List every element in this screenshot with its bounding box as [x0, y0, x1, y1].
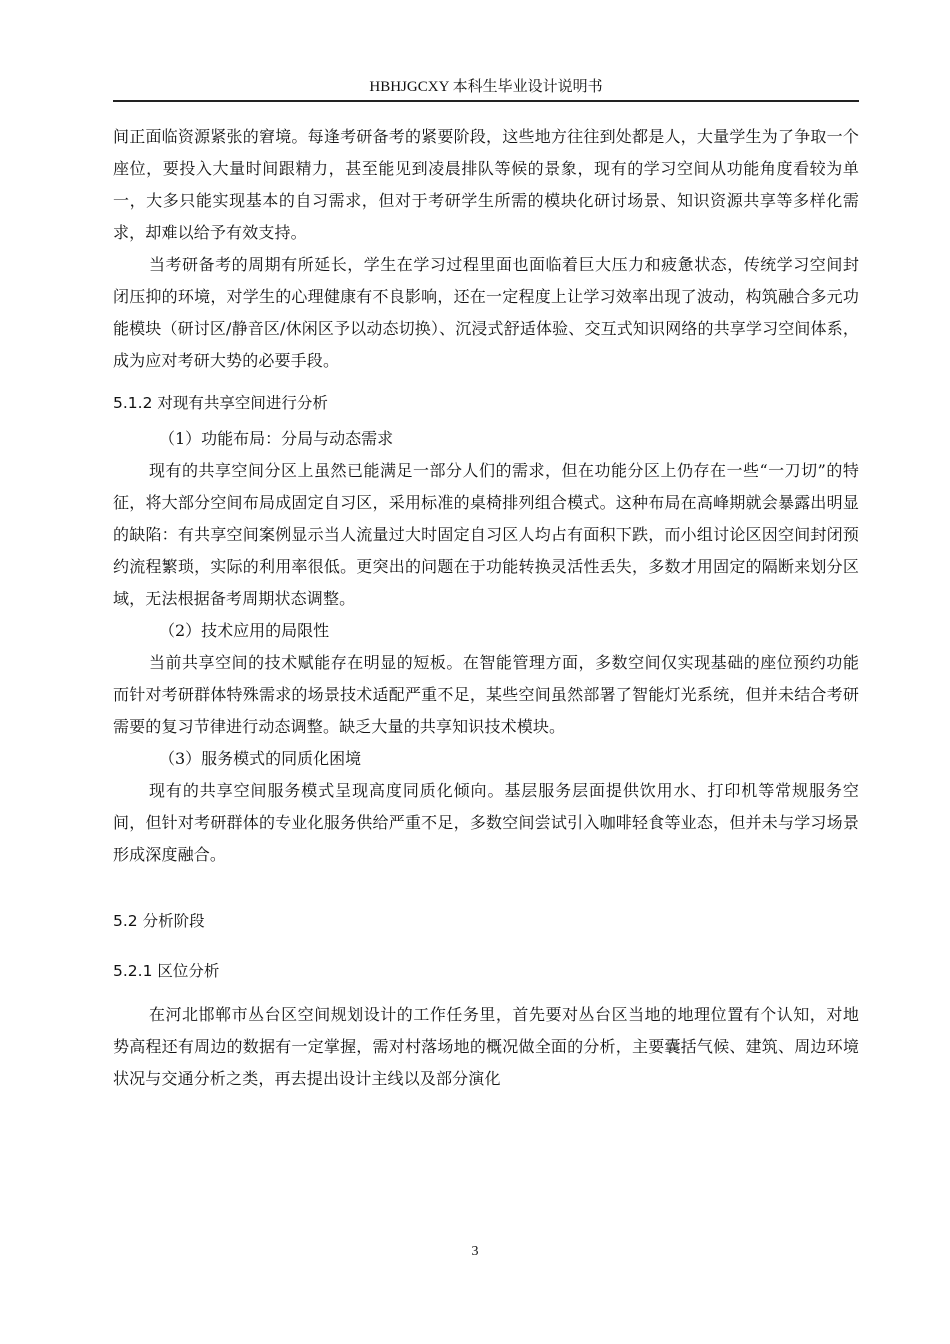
page-header-title: HBHJGCXY 本科生毕业设计说明书: [369, 79, 603, 95]
paragraph-exam-stress: 当考研备考的周期有所延长，学生在学习过程里面也面临着巨大压力和疲惫状态，传统学习空间封闭压抑的环境，对学生的心理健康有不良影响，还在一定程度上让学习效率出现了波动，构筑融合多元功能模块（研讨区/静音区/休闲区予以动态切换）、沉浸式舒适体验、交互式知识网络的共享学习空间体系，成为应对考研大势的必要手段。: [113, 255, 859, 370]
paragraph-function-layout: 现有的共享空间分区上虽然已能满足一部分人们的需求，但在功能分区上仍存在一些“一刀切”的特征，将大部分空间布局成固定自习区，采用标准的桌椅排列组合模式。这种布局在高峰期就会暴露出明显的缺陷：有共享空间案例显示当人流量过大时固定自习区人均占有面积下跌，而小组讨论区因空间封闭预约流程繁琐，实际的利用率很低。更突出的问题在于功能转换灵活性丢失，多数才用固定的隔断来划分区域，无法根据备考周期状态调整。: [113, 461, 859, 608]
subheading-service-mode: （3）服务模式的同质化困境: [159, 749, 362, 768]
subheading-tech-limits: （2）技术应用的局限性: [159, 621, 330, 640]
header-divider: [113, 100, 859, 102]
section-heading-5-2: 5.2 分析阶段: [113, 912, 205, 930]
paragraph-location-analysis: 在河北邯郸市丛台区空间规划设计的工作任务里，首先要对丛台区当地的地理位置有个认知，对地势高程还有周边的数据有一定掌握，需对村落场地的概况做全面的分析，主要囊括气候、建筑、周边环境状况与交通分析之类，再去提出设计主线以及部分演化: [113, 1005, 859, 1088]
document-body: [113, 121, 859, 1095]
section-heading-5-1-2: 5.1.2 对现有共享空间进行分析: [113, 394, 328, 412]
paragraph-service-mode: 现有的共享空间服务模式呈现高度同质化倾向。基层服务层面提供饮用水、打印机等常规服务空间，但针对考研群体的专业化服务供给严重不足，多数空间尝试引入咖啡轻食等业态，但并未与学习场景形成深度融合。: [113, 781, 859, 864]
paragraph-tech-limits: 当前共享空间的技术赋能存在明显的短板。在智能管理方面，多数空间仅实现基础的座位预约功能而针对考研群体特殊需求的场景技术适配严重不足，某些空间虽然部署了智能灯光系统，但并未结合考研需要的复习节律进行动态调整。缺乏大量的共享知识技术模块。: [113, 653, 859, 736]
subheading-function-layout: （1）功能布局：分局与动态需求: [159, 429, 394, 448]
section-heading-5-2-1: 5.2.1 区位分析: [113, 962, 220, 980]
page-number: 3: [471, 1244, 479, 1259]
paragraph-continuation: 间正面临资源紧张的窘境。每逢考研备考的紧要阶段，这些地方往往到处都是人，大量学生为了争取一个座位，要投入大量时间跟精力，甚至能见到凌晨排队等候的景象，现有的学习空间从功能角度看较为单一，大多只能实现基本的自习需求，但对于考研学生所需的模块化研讨场景、知识资源共享等多样化需求，却难以给予有效支持。: [113, 127, 859, 242]
